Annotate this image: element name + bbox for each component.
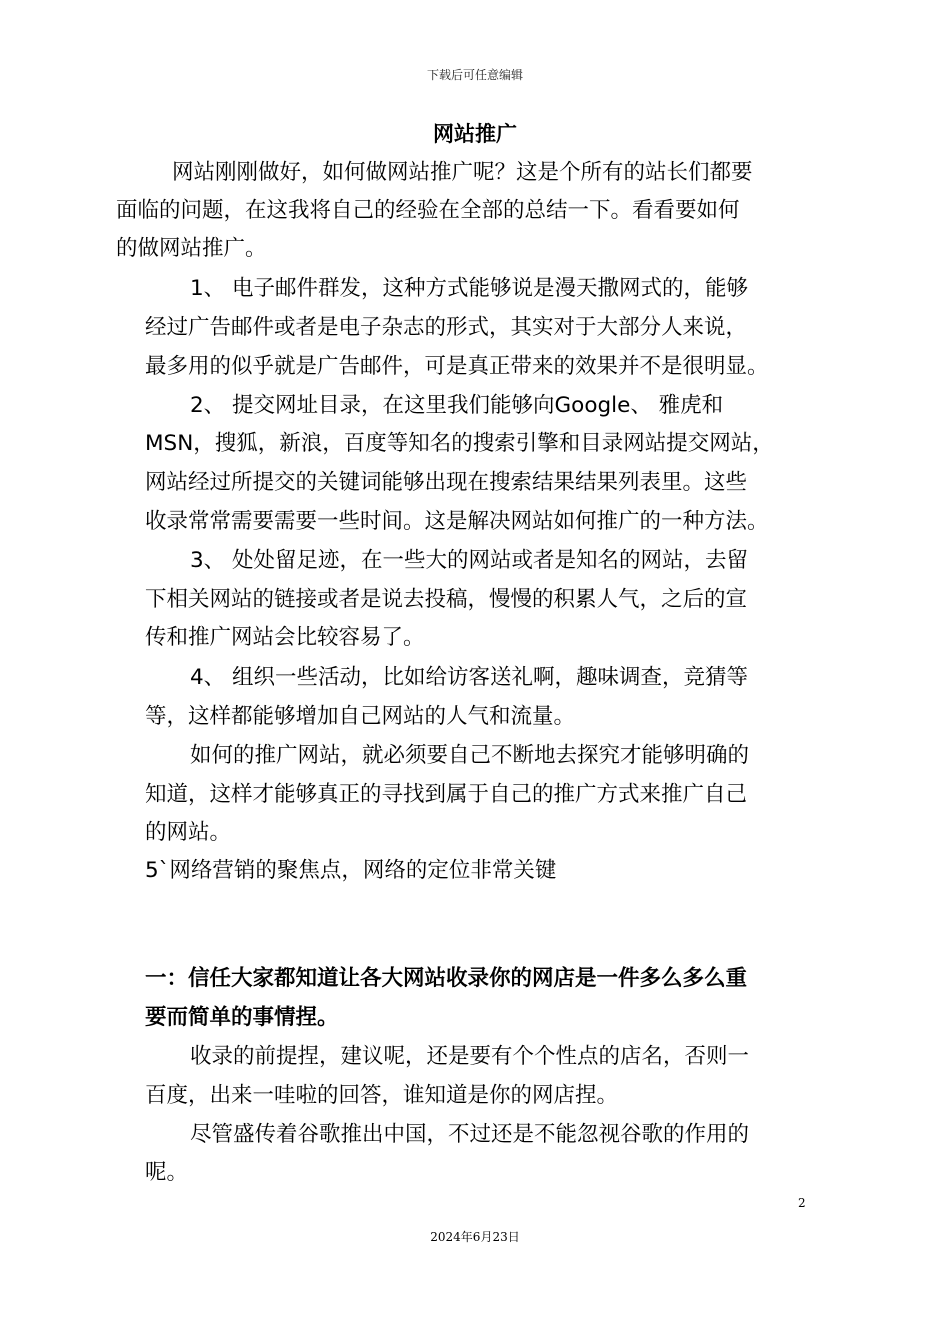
body-line: 等，这样都能够增加自己网站的人气和流量。 bbox=[145, 704, 576, 729]
body-line: 4、 组织一些活动，比如给访客送礼啊，趣味调查，竞猜等 bbox=[190, 665, 749, 690]
section-heading: 要而简单的事情捏。 bbox=[145, 1005, 339, 1030]
body-line: 5`网络营销的聚焦点，网络的定位非常关键 bbox=[145, 858, 557, 883]
page-title: 网站推广 bbox=[433, 122, 517, 146]
body-line: 网站刚刚做好，如何做网站推广呢？这是个所有的站长们都要 bbox=[172, 160, 753, 185]
body-line: 的做网站推广。 bbox=[116, 236, 267, 261]
body-line: 尽管盛传着谷歌推出中国，不过还是不能忽视谷歌的作用的 bbox=[190, 1122, 750, 1147]
body-line: 收录常常需要需要一些时间。这是解决网站如何推广的一种方法。 bbox=[145, 509, 769, 534]
body-line: 1、 电子邮件群发，这种方式能够说是漫天撒网式的，能够 bbox=[190, 276, 749, 301]
body-line: 下相关网站的链接或者是说去投稿，慢慢的积累人气，之后的宣 bbox=[145, 587, 748, 612]
body-line: 传和推广网站会比较容易了。 bbox=[145, 625, 425, 650]
body-line: 面临的问题，在这我将自己的经验在全部的总结一下。看看要如何 bbox=[116, 198, 740, 223]
body-line: 收录的前提捏，建议呢，还是要有个个性点的店名，否则一 bbox=[190, 1044, 750, 1069]
body-line: 经过广告邮件或者是电子杂志的形式，其实对于大部分人来说， bbox=[145, 315, 748, 340]
body-line: 百度，出来一哇啦的回答，谁知道是你的网店捏。 bbox=[145, 1083, 619, 1108]
body-line: MSN，搜狐，新浪，百度等知名的搜索引擎和目录网站提交网站， bbox=[145, 431, 774, 456]
body-line: 如何的推广网站，就必须要自己不断地去探究才能够明确的 bbox=[190, 743, 750, 768]
page-number: 2 bbox=[798, 1196, 806, 1210]
body-line: 2、 提交网址目录，在这里我们能够向Google、 雅虎和 bbox=[190, 393, 724, 418]
header-note: 下载后可任意编辑 bbox=[426, 68, 523, 82]
footer-date: 2024年6月23日 bbox=[430, 1230, 520, 1244]
section-heading: 一：信任大家都知道让各大网站收录你的网店是一件多么多么重 bbox=[145, 966, 748, 991]
body-line: 知道，这样才能够真正的寻找到属于自己的推广方式来推广自己 bbox=[145, 782, 748, 807]
body-line: 的网站。 bbox=[145, 820, 232, 845]
body-line: 呢。 bbox=[145, 1160, 189, 1185]
body-line: 网站经过所提交的关键词能够出现在搜索结果结果列表里。这些 bbox=[145, 470, 748, 495]
body-line: 最多用的似乎就是广告邮件，可是真正带来的效果并不是很明显。 bbox=[145, 354, 769, 379]
body-line: 3、 处处留足迹，在一些大的网站或者是知名的网站，去留 bbox=[190, 548, 749, 573]
